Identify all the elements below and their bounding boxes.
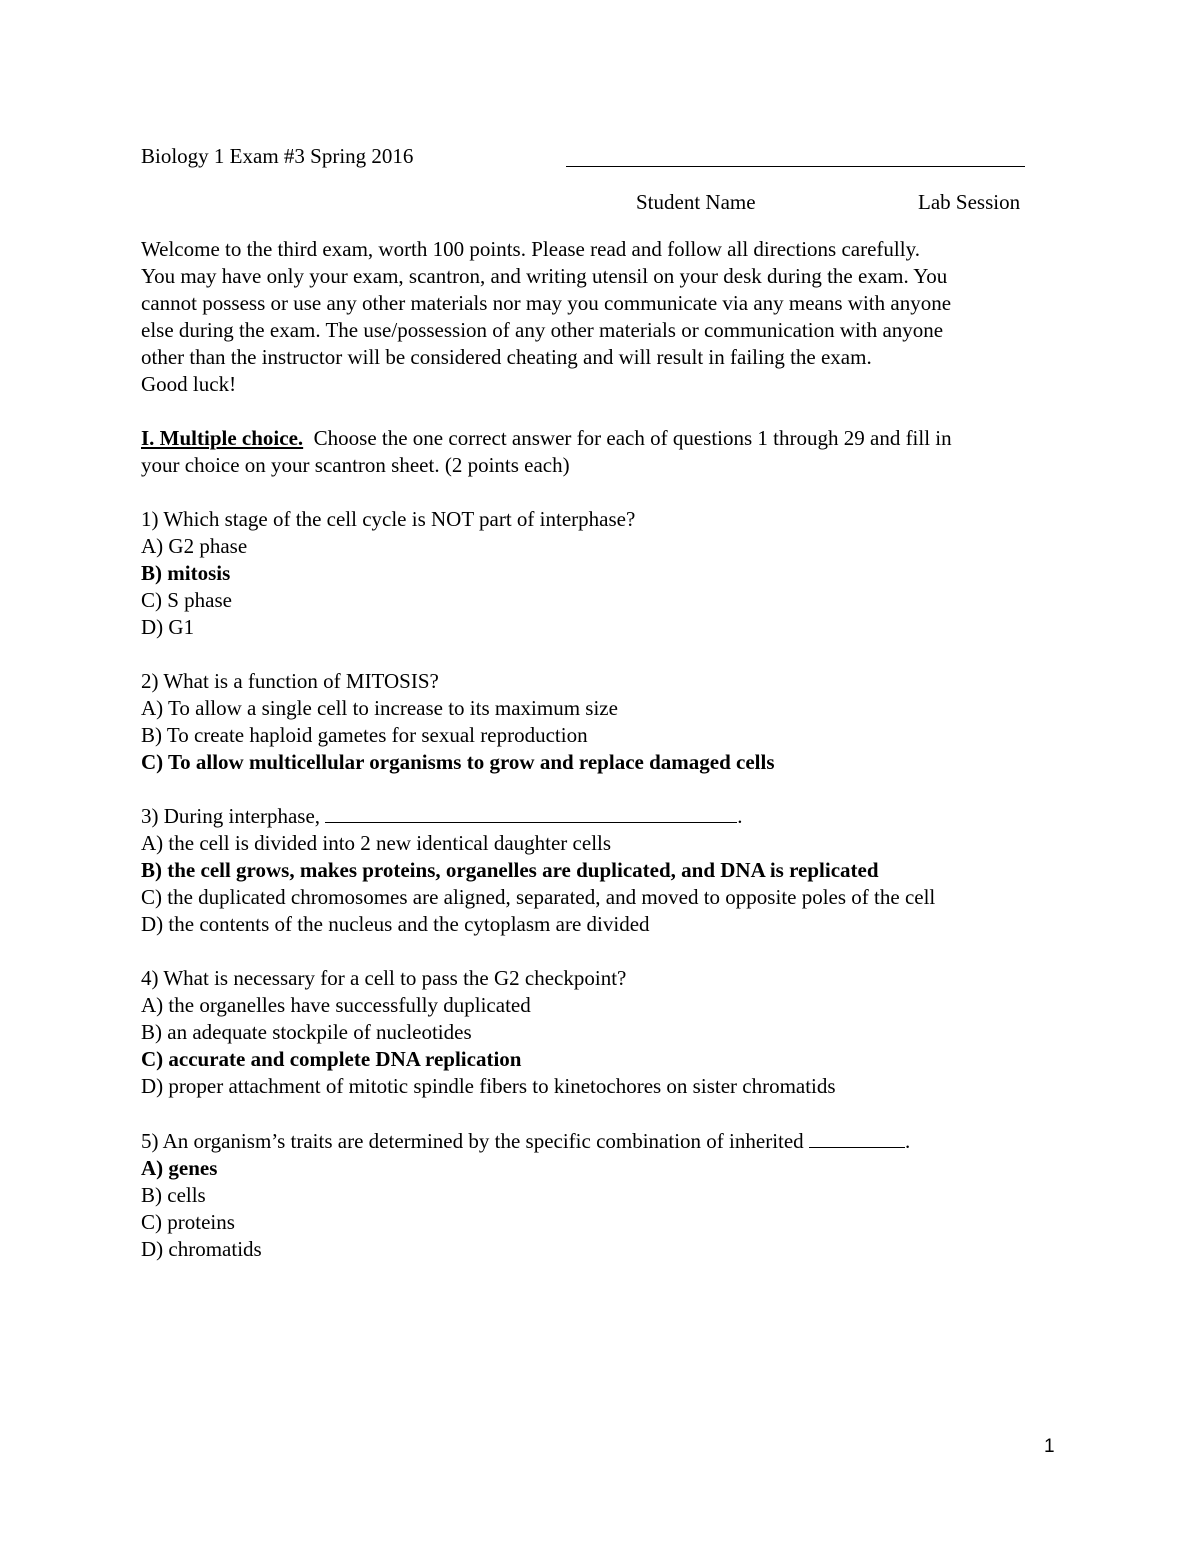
section-title: I. Multiple choice. — [141, 426, 304, 450]
instructions-line: else during the exam. The use/possession of any other materials or communication with anyone — [141, 318, 944, 342]
question-stem-text: 3) During interphase, — [141, 804, 326, 828]
exam-instructions — [141, 236, 1071, 398]
section-instructions-text: Choose the one correct answer for each of questions 1 through 29 and fill in — [303, 426, 952, 450]
answer-option-correct: A) genes — [141, 1156, 218, 1180]
question-stem — [141, 803, 1071, 830]
answer-option: A) the cell is divided into 2 new identical daughter cells — [141, 831, 612, 855]
question-1 — [141, 506, 1071, 641]
question-stem-end: . — [737, 804, 743, 828]
instructions-line: Welcome to the third exam, worth 100 points. Please read and follow all directions carefully. — [141, 237, 920, 261]
section-instructions-text: your choice on your scantron sheet. (2 points each) — [141, 453, 570, 477]
fill-in-blank — [325, 804, 737, 823]
student-name-blank-line — [566, 166, 1025, 167]
answer-option-correct: C) accurate and complete DNA replication — [141, 1047, 522, 1071]
answer-option: B) To create haploid gametes for sexual reproduction — [141, 723, 588, 747]
answer-option-correct: B) mitosis — [141, 561, 231, 585]
instructions-line: other than the instructor will be considered cheating and will result in failing the exam. — [141, 345, 872, 369]
answer-option-correct: C) To allow multicellular organisms to grow and replace damaged cells — [141, 750, 775, 774]
answer-option-correct: B) the cell grows, makes proteins, organelles are duplicated, and DNA is replicated — [141, 858, 879, 882]
fill-in-blank — [809, 1129, 905, 1148]
instructions-line: You may have only your exam, scantron, and writing utensil on your desk during the exam. You — [141, 264, 948, 288]
question-stem: 4) What is necessary for a cell to pass the G2 checkpoint? — [141, 966, 627, 990]
question-5 — [141, 1128, 1071, 1263]
question-3 — [141, 803, 1071, 938]
instructions-line: cannot possess or use any other materials nor may you communicate via any means with anyone — [141, 291, 952, 315]
answer-option: C) S phase — [141, 588, 232, 612]
exam-title: Biology 1 Exam #3 Spring 2016 — [141, 144, 414, 168]
section-instructions — [141, 425, 1071, 452]
answer-option: A) the organelles have successfully duplicated — [141, 993, 531, 1017]
answer-option: A) G2 phase — [141, 534, 248, 558]
question-4 — [141, 965, 1071, 1100]
question-stem: 2) What is a function of MITOSIS? — [141, 669, 439, 693]
question-2 — [141, 668, 1071, 776]
lab-session-label: Lab Session — [918, 190, 1021, 214]
answer-option: D) the contents of the nucleus and the cytoplasm are divided — [141, 912, 650, 936]
answer-option: B) an adequate stockpile of nucleotides — [141, 1020, 472, 1044]
question-stem — [141, 1128, 1071, 1155]
answer-option: D) G1 — [141, 615, 195, 639]
answer-option: D) chromatids — [141, 1237, 262, 1261]
answer-option: B) cells — [141, 1183, 206, 1207]
question-stem-end: . — [904, 1129, 911, 1153]
good-luck-line: Good luck! — [141, 372, 237, 396]
question-stem-text: 5) An organism’s traits are determined by the specific combination of inherited — [141, 1129, 809, 1153]
answer-option: C) proteins — [141, 1210, 235, 1234]
section-multiple-choice — [141, 425, 1071, 479]
student-name-label: Student Name — [636, 190, 756, 214]
answer-option: C) the duplicated chromosomes are aligned, separated, and moved to opposite poles of the cell — [141, 885, 936, 909]
question-stem: 1) Which stage of the cell cycle is NOT part of interphase? — [141, 507, 636, 531]
answer-option: D) proper attachment of mitotic spindle fibers to kinetochores on sister chromatids — [141, 1074, 836, 1098]
answer-option: A) To allow a single cell to increase to its maximum size — [141, 696, 618, 720]
page-number: 1 — [1044, 1436, 1055, 1457]
